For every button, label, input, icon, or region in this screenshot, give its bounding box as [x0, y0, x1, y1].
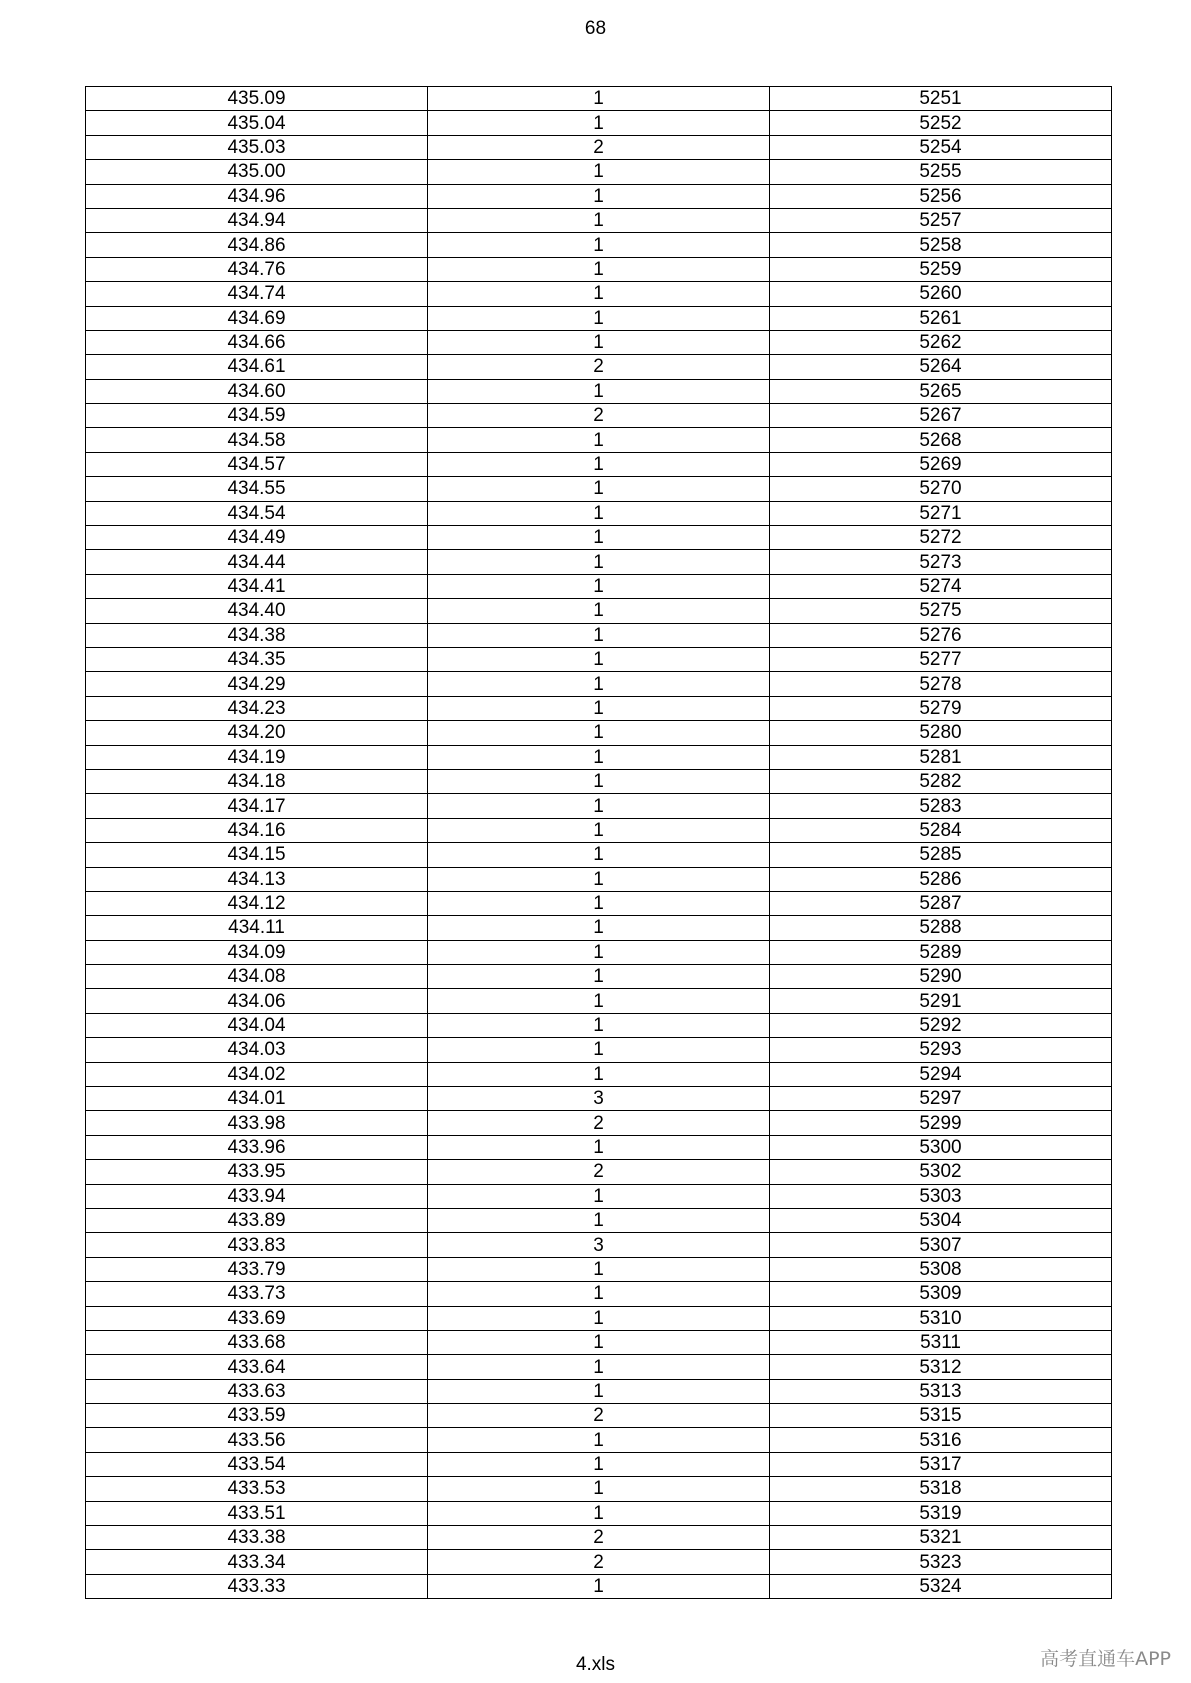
count-cell: 1 — [428, 87, 770, 111]
table-row — [86, 916, 1112, 940]
count-cell: 1 — [428, 330, 770, 354]
score-cell: 434.09 — [86, 940, 428, 964]
score-cell: 433.53 — [86, 1477, 428, 1501]
table-row — [86, 355, 1112, 379]
cumulative-cell: 5275 — [770, 599, 1112, 623]
cumulative-cell: 5280 — [770, 721, 1112, 745]
table-row — [86, 1501, 1112, 1525]
score-cell: 434.19 — [86, 745, 428, 769]
count-cell: 1 — [428, 160, 770, 184]
count-cell: 1 — [428, 1501, 770, 1525]
table-row — [86, 550, 1112, 574]
score-cell: 433.59 — [86, 1404, 428, 1428]
cumulative-cell: 5299 — [770, 1111, 1112, 1135]
count-cell: 1 — [428, 818, 770, 842]
score-cell: 434.04 — [86, 1013, 428, 1037]
cumulative-cell: 5317 — [770, 1452, 1112, 1476]
count-cell: 1 — [428, 745, 770, 769]
count-cell: 1 — [428, 1477, 770, 1501]
table-row — [86, 1062, 1112, 1086]
table-row — [86, 306, 1112, 330]
table-row — [86, 1526, 1112, 1550]
cumulative-cell: 5258 — [770, 233, 1112, 257]
cumulative-cell: 5312 — [770, 1355, 1112, 1379]
score-cell: 434.23 — [86, 696, 428, 720]
count-cell: 2 — [428, 1111, 770, 1135]
table-row — [86, 989, 1112, 1013]
table-row — [86, 208, 1112, 232]
table-row — [86, 233, 1112, 257]
table-row — [86, 1184, 1112, 1208]
count-cell: 2 — [428, 135, 770, 159]
count-cell: 1 — [428, 233, 770, 257]
score-cell: 434.29 — [86, 672, 428, 696]
count-cell: 1 — [428, 940, 770, 964]
score-cell: 434.69 — [86, 306, 428, 330]
cumulative-cell: 5309 — [770, 1282, 1112, 1306]
score-cell: 433.63 — [86, 1379, 428, 1403]
cumulative-cell: 5291 — [770, 989, 1112, 1013]
table-row — [86, 574, 1112, 598]
score-cell: 434.20 — [86, 721, 428, 745]
table-row — [86, 1477, 1112, 1501]
cumulative-cell: 5257 — [770, 208, 1112, 232]
score-cell: 433.73 — [86, 1282, 428, 1306]
count-cell: 1 — [428, 1013, 770, 1037]
table-row — [86, 1355, 1112, 1379]
table-row — [86, 330, 1112, 354]
count-cell: 1 — [428, 769, 770, 793]
score-cell: 434.74 — [86, 282, 428, 306]
score-cell: 434.06 — [86, 989, 428, 1013]
cumulative-cell: 5292 — [770, 1013, 1112, 1037]
table-row — [86, 135, 1112, 159]
table-row — [86, 404, 1112, 428]
score-cell: 435.04 — [86, 111, 428, 135]
cumulative-cell: 5269 — [770, 452, 1112, 476]
table-row — [86, 477, 1112, 501]
score-cell: 434.55 — [86, 477, 428, 501]
score-cell: 434.96 — [86, 184, 428, 208]
table-row — [86, 184, 1112, 208]
score-cell: 434.18 — [86, 769, 428, 793]
cumulative-cell: 5252 — [770, 111, 1112, 135]
count-cell: 1 — [428, 477, 770, 501]
score-cell: 435.00 — [86, 160, 428, 184]
score-cell: 434.17 — [86, 794, 428, 818]
cumulative-cell: 5297 — [770, 1087, 1112, 1111]
score-cell: 434.54 — [86, 501, 428, 525]
score-cell: 434.40 — [86, 599, 428, 623]
table-row — [86, 526, 1112, 550]
cumulative-cell: 5315 — [770, 1404, 1112, 1428]
cumulative-cell: 5324 — [770, 1574, 1112, 1598]
count-cell: 1 — [428, 1306, 770, 1330]
table-row — [86, 501, 1112, 525]
table-row — [86, 257, 1112, 281]
count-cell: 1 — [428, 891, 770, 915]
count-cell: 1 — [428, 184, 770, 208]
cumulative-cell: 5303 — [770, 1184, 1112, 1208]
score-cell: 433.95 — [86, 1160, 428, 1184]
count-cell: 1 — [428, 916, 770, 940]
cumulative-cell: 5262 — [770, 330, 1112, 354]
score-cell: 434.02 — [86, 1062, 428, 1086]
count-cell: 3 — [428, 1233, 770, 1257]
table-row — [86, 867, 1112, 891]
count-cell: 1 — [428, 1184, 770, 1208]
cumulative-cell: 5310 — [770, 1306, 1112, 1330]
count-cell: 3 — [428, 1087, 770, 1111]
table-row — [86, 1404, 1112, 1428]
cumulative-cell: 5276 — [770, 623, 1112, 647]
table-row — [86, 599, 1112, 623]
count-cell: 1 — [428, 111, 770, 135]
cumulative-cell: 5265 — [770, 379, 1112, 403]
cumulative-cell: 5259 — [770, 257, 1112, 281]
table-row — [86, 843, 1112, 867]
count-cell: 1 — [428, 696, 770, 720]
table-row — [86, 818, 1112, 842]
count-cell: 1 — [428, 428, 770, 452]
table-row — [86, 1208, 1112, 1232]
score-cell: 434.01 — [86, 1087, 428, 1111]
score-cell: 435.09 — [86, 87, 428, 111]
table-row — [86, 1233, 1112, 1257]
score-cell: 433.33 — [86, 1574, 428, 1598]
score-cell: 434.86 — [86, 233, 428, 257]
count-cell: 1 — [428, 1452, 770, 1476]
count-cell: 1 — [428, 794, 770, 818]
table-row — [86, 1087, 1112, 1111]
cumulative-cell: 5272 — [770, 526, 1112, 550]
score-cell: 434.38 — [86, 623, 428, 647]
table-row — [86, 721, 1112, 745]
footer-file-name: 4.xls — [575, 1654, 616, 1675]
count-cell: 2 — [428, 355, 770, 379]
cumulative-cell: 5294 — [770, 1062, 1112, 1086]
count-cell: 1 — [428, 1330, 770, 1354]
cumulative-cell: 5308 — [770, 1257, 1112, 1281]
count-cell: 1 — [428, 550, 770, 574]
score-cell: 434.08 — [86, 965, 428, 989]
table-row — [86, 87, 1112, 111]
table-row — [86, 1306, 1112, 1330]
table-row — [86, 1111, 1112, 1135]
table-row — [86, 623, 1112, 647]
count-cell: 1 — [428, 1257, 770, 1281]
score-cell: 435.03 — [86, 135, 428, 159]
cumulative-cell: 5311 — [770, 1330, 1112, 1354]
table-row — [86, 1330, 1112, 1354]
score-cell: 434.11 — [86, 916, 428, 940]
score-cell: 434.58 — [86, 428, 428, 452]
count-cell: 1 — [428, 1379, 770, 1403]
count-cell: 1 — [428, 843, 770, 867]
cumulative-cell: 5264 — [770, 355, 1112, 379]
score-cell: 434.66 — [86, 330, 428, 354]
score-cell: 434.59 — [86, 404, 428, 428]
watermark: 高考直通车APP — [1040, 1648, 1171, 1670]
count-cell: 1 — [428, 257, 770, 281]
table-row — [86, 794, 1112, 818]
table-row — [86, 1013, 1112, 1037]
table-row — [86, 379, 1112, 403]
cumulative-cell: 5281 — [770, 745, 1112, 769]
cumulative-cell: 5313 — [770, 1379, 1112, 1403]
page-number: 68 — [584, 18, 607, 39]
cumulative-cell: 5300 — [770, 1135, 1112, 1159]
table-row — [86, 1379, 1112, 1403]
cumulative-cell: 5274 — [770, 574, 1112, 598]
table-row — [86, 769, 1112, 793]
count-cell: 1 — [428, 501, 770, 525]
cumulative-cell: 5289 — [770, 940, 1112, 964]
count-cell: 1 — [428, 647, 770, 671]
score-cell: 434.41 — [86, 574, 428, 598]
table-body — [86, 87, 1112, 1599]
table-row — [86, 647, 1112, 671]
score-cell: 434.12 — [86, 891, 428, 915]
cumulative-cell: 5260 — [770, 282, 1112, 306]
count-cell: 1 — [428, 1282, 770, 1306]
cumulative-cell: 5283 — [770, 794, 1112, 818]
cumulative-cell: 5268 — [770, 428, 1112, 452]
cumulative-cell: 5273 — [770, 550, 1112, 574]
count-cell: 2 — [428, 1526, 770, 1550]
table-row — [86, 672, 1112, 696]
score-cell: 433.98 — [86, 1111, 428, 1135]
cumulative-cell: 5323 — [770, 1550, 1112, 1574]
cumulative-cell: 5256 — [770, 184, 1112, 208]
score-cell: 433.69 — [86, 1306, 428, 1330]
count-cell: 2 — [428, 1160, 770, 1184]
score-cell: 434.13 — [86, 867, 428, 891]
count-cell: 1 — [428, 1574, 770, 1598]
score-cell: 434.61 — [86, 355, 428, 379]
table-row — [86, 111, 1112, 135]
count-cell: 1 — [428, 1355, 770, 1379]
count-cell: 1 — [428, 379, 770, 403]
count-cell: 2 — [428, 1550, 770, 1574]
score-cell: 433.38 — [86, 1526, 428, 1550]
cumulative-cell: 5319 — [770, 1501, 1112, 1525]
table-row — [86, 160, 1112, 184]
cumulative-cell: 5290 — [770, 965, 1112, 989]
score-cell: 434.57 — [86, 452, 428, 476]
cumulative-cell: 5318 — [770, 1477, 1112, 1501]
count-cell: 1 — [428, 989, 770, 1013]
count-cell: 2 — [428, 1404, 770, 1428]
table-row — [86, 1550, 1112, 1574]
table-row — [86, 452, 1112, 476]
score-cell: 434.49 — [86, 526, 428, 550]
score-cell: 434.35 — [86, 647, 428, 671]
count-cell: 1 — [428, 867, 770, 891]
score-cell: 433.64 — [86, 1355, 428, 1379]
cumulative-cell: 5287 — [770, 891, 1112, 915]
table-row — [86, 1038, 1112, 1062]
score-cell: 434.60 — [86, 379, 428, 403]
score-cell: 433.94 — [86, 1184, 428, 1208]
cumulative-cell: 5267 — [770, 404, 1112, 428]
score-table-container — [85, 86, 1111, 1599]
cumulative-cell: 5279 — [770, 696, 1112, 720]
cumulative-cell: 5316 — [770, 1428, 1112, 1452]
score-cell: 433.89 — [86, 1208, 428, 1232]
count-cell: 1 — [428, 1428, 770, 1452]
table-row — [86, 965, 1112, 989]
count-cell: 1 — [428, 721, 770, 745]
count-cell: 1 — [428, 1062, 770, 1086]
score-table — [85, 86, 1112, 1599]
table-row — [86, 1160, 1112, 1184]
cumulative-cell: 5321 — [770, 1526, 1112, 1550]
cumulative-cell: 5285 — [770, 843, 1112, 867]
score-cell: 433.79 — [86, 1257, 428, 1281]
cumulative-cell: 5282 — [770, 769, 1112, 793]
cumulative-cell: 5254 — [770, 135, 1112, 159]
cumulative-cell: 5288 — [770, 916, 1112, 940]
cumulative-cell: 5277 — [770, 647, 1112, 671]
cumulative-cell: 5270 — [770, 477, 1112, 501]
count-cell: 1 — [428, 306, 770, 330]
count-cell: 2 — [428, 404, 770, 428]
cumulative-cell: 5261 — [770, 306, 1112, 330]
cumulative-cell: 5251 — [770, 87, 1112, 111]
table-row — [86, 282, 1112, 306]
cumulative-cell: 5278 — [770, 672, 1112, 696]
count-cell: 1 — [428, 1038, 770, 1062]
table-row — [86, 1282, 1112, 1306]
score-cell: 433.34 — [86, 1550, 428, 1574]
count-cell: 1 — [428, 1135, 770, 1159]
table-row — [86, 1135, 1112, 1159]
table-row — [86, 1452, 1112, 1476]
score-cell: 433.54 — [86, 1452, 428, 1476]
table-row — [86, 428, 1112, 452]
table-row — [86, 1574, 1112, 1598]
table-row — [86, 1257, 1112, 1281]
count-cell: 1 — [428, 965, 770, 989]
score-cell: 434.44 — [86, 550, 428, 574]
count-cell: 1 — [428, 672, 770, 696]
cumulative-cell: 5293 — [770, 1038, 1112, 1062]
table-row — [86, 940, 1112, 964]
table-row — [86, 696, 1112, 720]
score-cell: 433.96 — [86, 1135, 428, 1159]
count-cell: 1 — [428, 574, 770, 598]
cumulative-cell: 5304 — [770, 1208, 1112, 1232]
cumulative-cell: 5255 — [770, 160, 1112, 184]
count-cell: 1 — [428, 599, 770, 623]
table-row — [86, 745, 1112, 769]
cumulative-cell: 5307 — [770, 1233, 1112, 1257]
table-row — [86, 1428, 1112, 1452]
score-cell: 434.76 — [86, 257, 428, 281]
cumulative-cell: 5284 — [770, 818, 1112, 842]
score-cell: 433.68 — [86, 1330, 428, 1354]
score-cell: 434.15 — [86, 843, 428, 867]
count-cell: 1 — [428, 208, 770, 232]
score-cell: 434.16 — [86, 818, 428, 842]
score-cell: 433.56 — [86, 1428, 428, 1452]
score-cell: 434.94 — [86, 208, 428, 232]
count-cell: 1 — [428, 623, 770, 647]
score-cell: 433.83 — [86, 1233, 428, 1257]
count-cell: 1 — [428, 1208, 770, 1232]
table-row — [86, 891, 1112, 915]
score-cell: 433.51 — [86, 1501, 428, 1525]
cumulative-cell: 5286 — [770, 867, 1112, 891]
cumulative-cell: 5271 — [770, 501, 1112, 525]
count-cell: 1 — [428, 526, 770, 550]
count-cell: 1 — [428, 452, 770, 476]
count-cell: 1 — [428, 282, 770, 306]
cumulative-cell: 5302 — [770, 1160, 1112, 1184]
score-cell: 434.03 — [86, 1038, 428, 1062]
